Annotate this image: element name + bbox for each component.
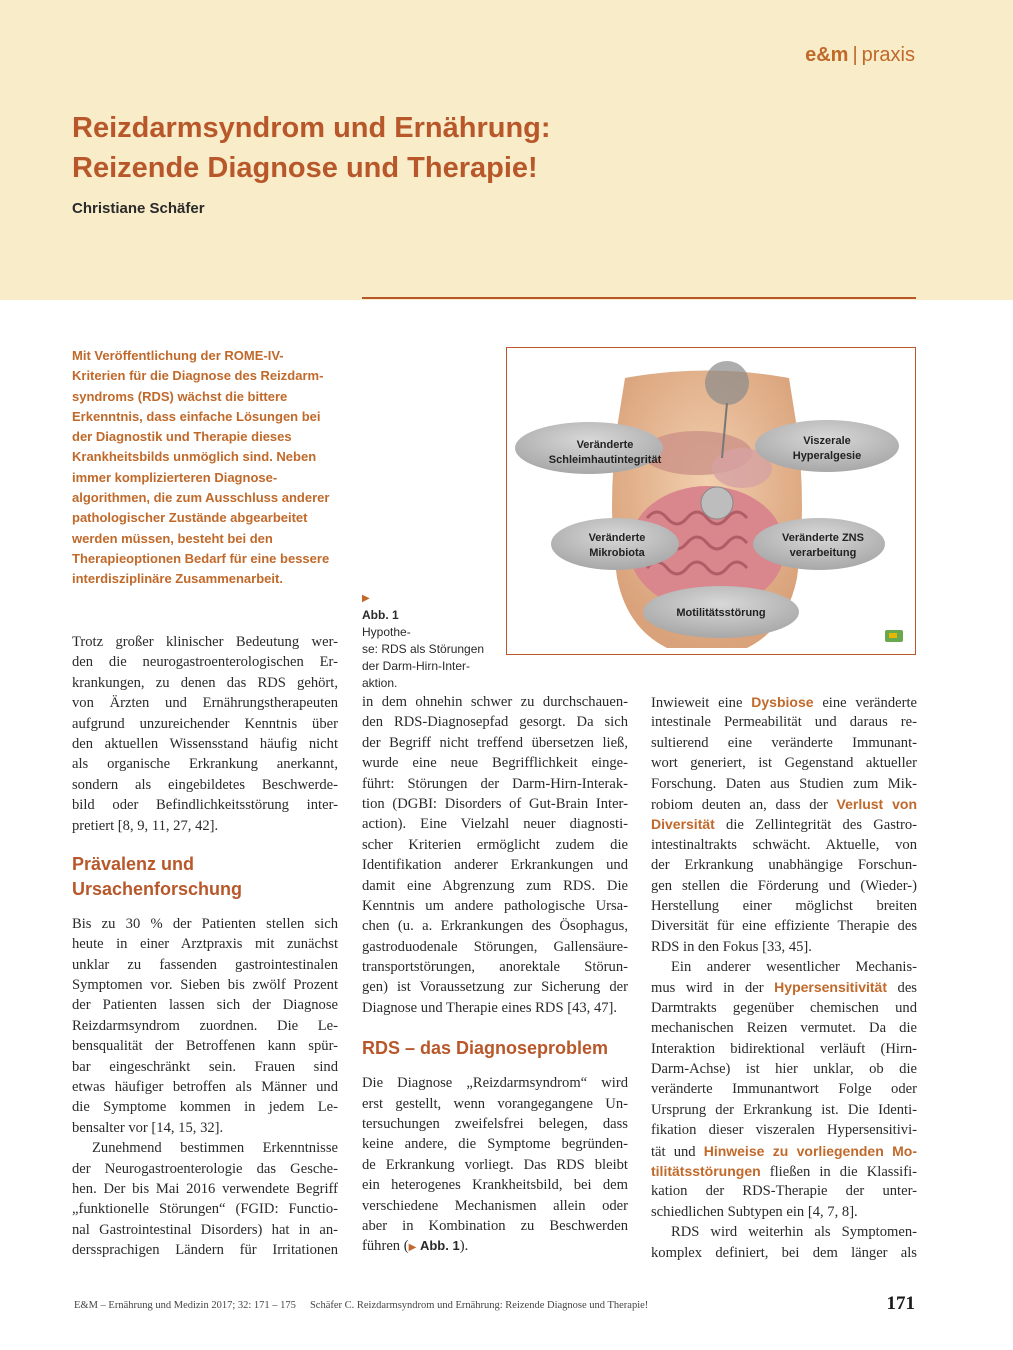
title-line: Reizdarmsyndrom und Ernährung: [72, 112, 551, 144]
bubble-mikrobiota [551, 518, 679, 570]
text-line: als organische Erkrankung anerkannt, [72, 756, 338, 773]
text-line: Herstellung einer möglichst breiten [651, 897, 917, 914]
text-line: intestinale Permeabilität und daraus re- [651, 714, 917, 731]
text-line [651, 1161, 917, 1181]
text-line: schiedlichen Subtypen ein [4, 7, 8]. [651, 1203, 858, 1220]
text-line: Symptomen vor. Sieben bis zwölf Prozent [72, 977, 338, 994]
text-line: kation der RDS-Therapie der unter- [651, 1183, 917, 1200]
text-line: krankungen, zu denen das RDS gehört, [72, 674, 338, 691]
bubble-zns [753, 518, 885, 570]
text-line: tersuchungen zweifelsfrei belegen, dass [362, 1116, 628, 1133]
bubble-text: Schleimhautintegrität [548, 454, 662, 466]
text-line [651, 692, 917, 712]
text-line: komplex definiert, bei dem länger als [651, 1244, 917, 1261]
text-line: „funktionelle Störungen“ (FGID: Functio- [72, 1201, 338, 1218]
text-line: Kenntnis um andere pathologische Ursa- [362, 897, 628, 914]
abstract-line: algorithmen, die zum Ausschluss anderer [72, 490, 330, 506]
text-line: sondern als eingebildetes Beschwerde- [72, 776, 338, 793]
text-line: RDS in den Fokus [33, 45]. [651, 938, 812, 955]
text-line: Trotz großer klinischer Bedeutung wer- [72, 634, 338, 650]
logo-icon-accent [889, 633, 897, 638]
text-line: gen) ist Voraussetzung zur Sicherung der [362, 979, 628, 996]
text-line: Zunehmend bestimmen Erkenntnisse [92, 1140, 338, 1157]
highlight-term: Hinweise zu vorliegenden Mo- [703, 1142, 917, 1159]
text-fragment: robiom deuten an, dass der [651, 796, 837, 813]
text-column-3 [651, 692, 917, 1263]
footer-citation [74, 1300, 648, 1311]
text-line: tion (DGBI: Disorders of Gut-Brain Inter- [362, 795, 628, 812]
text-line: hen. Der bis Mai 2016 verwendete Begriff [72, 1180, 338, 1197]
caption-line: se: RDS als Störungen [362, 642, 485, 656]
text-line: den die neurogastroenterologischen Er- [72, 654, 338, 671]
text-line: derssprachigen Ländern für Irritationen [72, 1242, 338, 1259]
text-line: verschiedene Mechanismen allein oder [362, 1197, 628, 1214]
text-line: Ein anderer wesentlicher Mechanis- [671, 959, 917, 976]
abstract-line: Erkenntnis, dass einfache Lösungen bei [72, 408, 321, 424]
caption-line: Hypothe- [362, 625, 411, 639]
text-line: bild oder Befindlichkeitsstörung inter- [72, 797, 338, 814]
text-line: den RDS-Diagnosepfad gesorgt. Da sich [362, 714, 628, 731]
abstract-line: syndroms (RDS) wächst die bittere [72, 388, 288, 404]
text-line: keine andere, die Symptome begründen- [362, 1136, 628, 1153]
journal-brand: e&m [805, 44, 849, 66]
caption-marker-icon: ▶ [362, 593, 370, 604]
nerve-center-icon [701, 487, 733, 519]
text-fragment: führen ( [362, 1238, 409, 1255]
figure-ref-marker-icon: ▶ [408, 1242, 417, 1254]
abstract-line: Mit Veröffentlichung der ROME-IV- [72, 348, 284, 363]
heading-line: Ursachenforschung [72, 878, 243, 899]
highlight-term: Dysbiose [751, 694, 814, 710]
footer-article-ref: Schäfer C. Reizdarmsyndrom und Ernährung: Reizende Diagnose und Therapie! [309, 1300, 649, 1311]
text-fragment: die Zellintegrität des Gastro- [714, 817, 917, 834]
text-line: RDS wird weiterhin als Symptomen- [671, 1224, 917, 1241]
caption-label: Abb. 1 [362, 608, 399, 622]
text-line: nal Gastrointestinal Disorders) hat in an- [72, 1221, 338, 1238]
text-line: mechanischen Reizen vermutet. Da die [651, 1020, 917, 1037]
text-line: Darm-Achse) ist hier unklar, ob die [651, 1061, 917, 1078]
text-line: Identifikation anderer Erkrankungen und [362, 857, 628, 874]
text-line [651, 794, 917, 814]
text-line: Diagnose und Therapie eines RDS [43, 47]. [362, 999, 618, 1016]
text-line: der Patienten lassen sich der Diagnose [72, 997, 338, 1014]
text-line: intestinaltrakts schwächt. Aktuelle, von [651, 836, 917, 853]
text-line: heute in einer Arztpraxis mit zunächst [72, 936, 338, 953]
text-line: Darmtrakts gegenüber chemischen und [651, 999, 917, 1016]
highlight-term: Diversität [651, 816, 715, 833]
text-line [651, 1141, 917, 1161]
text-line: ein heterogenes Krankheitsbild, bei dem [362, 1177, 628, 1194]
heading-line: Prävalenz und [72, 853, 195, 874]
text-line: aufgrund unzureichender Kenntnis über [72, 715, 338, 732]
bubble-text: Motilitätsstörung [676, 607, 766, 619]
text-line: Forschung. Daten aus Studien zum Mik- [651, 775, 917, 792]
bubble-text: Veränderte [588, 532, 646, 544]
abstract-line: Kriterien für die Diagnose des Reizdarm- [72, 368, 324, 384]
highlight-term: Hypersensitivität [774, 979, 887, 996]
bubble-text: Veränderte ZNS [782, 532, 864, 544]
text-line: erst gestellt, wenn vorangegangene Un- [362, 1095, 628, 1112]
abstract-line: interdisziplinäre Zusammenarbeit. [72, 571, 283, 587]
abstract-line: werden müssen, besteht bei den [72, 530, 273, 546]
text-column-1 [72, 632, 338, 1261]
text-line: scher Kriterien ermöglicht zudem die [362, 836, 628, 853]
section-heading-diagnoseproblem [362, 1036, 628, 1061]
text-line: der Begriff nicht treffend übersetzen ließ, [362, 734, 628, 751]
highlight-term: Verlust von [836, 795, 917, 812]
figure-illustration [507, 348, 915, 654]
text-line: Reizdarmsyndrom zuordnen. Die Le- [72, 1017, 338, 1034]
figure-caption [362, 590, 492, 692]
text-column-2 [362, 692, 628, 1257]
abstract-line: Krankheitsbilds unmöglich sind. Neben [72, 449, 317, 465]
text-fragment: tät und [651, 1143, 704, 1160]
text-line: der Erkrankung unabhängige Forschun- [651, 857, 917, 874]
page-number: 171 [886, 1293, 915, 1314]
bubble-text: verarbeitung [789, 547, 857, 559]
text-fragment: eine veränderte [813, 695, 917, 711]
text-line: den aktuellen Wissensstand häufig nicht [72, 735, 338, 752]
bubble-text: Mikrobiota [589, 547, 645, 559]
text-line: Ursprung der Erkrankung ist. Die Identi- [651, 1101, 917, 1118]
text-fragment: Inwieweit eine [651, 695, 752, 711]
text-line: von Ärzten und Ernährungstherapeuten [72, 695, 338, 712]
abstract-line: Therapieoptionen Bedarf für eine bessere [72, 550, 330, 566]
text-line: bensalter vor [14, 15, 32]. [72, 1119, 224, 1136]
bubble-text: Veränderte [576, 439, 634, 451]
text-line: bensqualität der Betroffenen kann spür- [72, 1038, 338, 1055]
header-rule [362, 297, 916, 299]
journal-section-tag [805, 44, 915, 67]
text-line: die Symptome kommen in jedem Le- [72, 1099, 338, 1116]
text-line: wort generiert, ist Gegenstand aktueller [651, 755, 917, 772]
article-title [72, 108, 792, 188]
text-line: fikation dieser viszeralen Hypersensitivi- [651, 1122, 917, 1139]
text-line: Die Diagnose „Reizdarmsyndrom“ wird [362, 1075, 628, 1092]
footer-journal: E&M – Ernährung und Medizin 2017; 32: 171 – 175 [74, 1300, 296, 1311]
abstract-line: immer komplizierteren Diagnose- [72, 469, 278, 485]
figure-reference-link[interactable]: Abb. 1 [419, 1238, 460, 1254]
text-line: action). Eine Vielzahl neuer diagnosti- [362, 816, 628, 833]
text-fragment: des [887, 980, 917, 997]
text-line: gastroduodenale Störungen, Gallensäure- [362, 938, 628, 955]
text-line: veränderte Immunantwort Folge oder [651, 1081, 917, 1098]
brain-tree-icon [705, 361, 749, 405]
heading-line: RDS – das Diagnoseproblem [362, 1038, 609, 1059]
abstract-line: pathologischer Zustände abgearbeitet [72, 510, 308, 526]
text-line: damit eine Abgrenzung zum RDS. Die [362, 877, 628, 894]
text-fragment: fließen in die Klassifi- [760, 1163, 917, 1180]
text-line: de Erkrankung vorliegt. Das RDS bleibt [362, 1156, 628, 1173]
text-line: der Neurogastroenterologie das Gesche- [72, 1160, 338, 1177]
caption-line: aktion. [362, 676, 398, 690]
section-heading-praevalenz [72, 852, 338, 902]
text-line: führt: Störungen der Darm-Hirn-Interak- [362, 775, 628, 792]
text-line: Bis zu 30 % der Patienten stellen sich [72, 915, 338, 932]
text-line [651, 977, 917, 997]
text-line: etwas häufiger betroffen als Männer und [72, 1079, 338, 1096]
text-line [651, 814, 917, 834]
text-line: wurde eine neue Begrifflichkeit einge- [362, 755, 628, 772]
bubble-text: Viszerale [803, 435, 851, 447]
title-line: Reizende Diagnose und Therapie! [72, 152, 538, 184]
text-fragment: mus wird in der [651, 980, 775, 997]
section-name: praxis [861, 44, 915, 66]
text-line: aber in Kombination zu Beschwerden [362, 1217, 628, 1234]
figure-gut-brain [506, 347, 916, 655]
text-line: sultierend eine veränderte Immunant- [651, 734, 917, 751]
text-line [362, 1236, 628, 1256]
highlight-term: tilitätsstörungen [651, 1162, 761, 1179]
text-line: pretiert [8, 9, 11, 27, 42]. [72, 817, 219, 834]
caption-line: der Darm-Hirn-Inter- [362, 659, 471, 673]
tag-separator: | [852, 44, 858, 66]
author: Christiane Schäfer [72, 200, 205, 217]
text-line: Diversität für eine effiziente Therapie des [651, 918, 917, 935]
bubble-text: Hyperalgesie [792, 450, 862, 462]
text-line: in dem ohnehin schwer zu durchschauen- [362, 694, 628, 710]
text-line: chen (u. a. Erkrankungen des Ösophagus, [362, 918, 628, 935]
text-line: transportstörungen, anorektale Störun- [362, 959, 628, 976]
text-fragment: ). [459, 1238, 469, 1255]
abstract-line: der Diagnostik und Therapie dieses [72, 429, 292, 445]
text-line: Interaktion bidirektional verläuft (Hirn- [651, 1040, 917, 1057]
text-line: bar eingeschränkt sein. Frauen sind [72, 1058, 338, 1075]
abstract [72, 346, 340, 590]
text-line: gen stellen die Förderung und (Wieder-) [651, 877, 917, 894]
text-line: unklar zu fassenden gastrointestinalen [72, 956, 338, 973]
